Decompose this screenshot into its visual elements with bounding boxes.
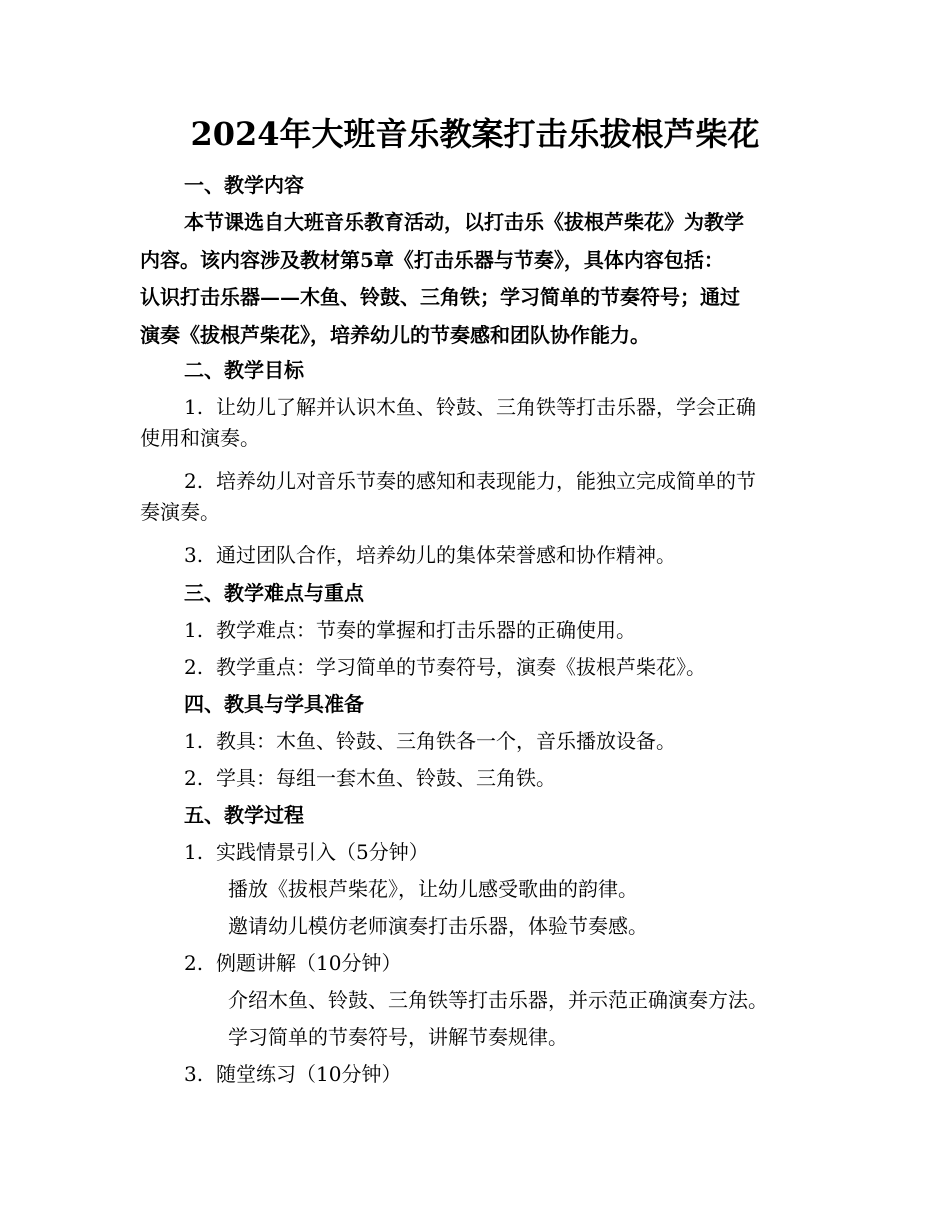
list-text: 教具：木鱼、铃鼓、三角铁各一个，音乐播放设备。 [216, 729, 676, 753]
list-number: 1. [184, 840, 204, 864]
list-item [184, 616, 636, 644]
list-item-continuation: 使用和演奏。 [140, 426, 260, 450]
list-item [184, 764, 556, 792]
paragraph-line: 内容。该内容涉及教材第5章《打击乐器与节奏》，具体内容包括： [140, 247, 724, 272]
list-number: 1. [184, 618, 204, 642]
section-heading-goals: 二、教学目标 [184, 358, 304, 382]
list-text: 教学难点：节奏的掌握和打击乐器的正确使用。 [216, 618, 636, 642]
sub-item: 邀请幼儿模仿老师演奏打击乐器，体验节奏感。 [228, 914, 648, 938]
list-text: 让幼儿了解并认识木鱼、铃鼓、三角铁等打击乐器，学会正确 [216, 395, 756, 419]
sub-item: 介绍木鱼、铃鼓、三角铁等打击乐器，并示范正确演奏方法。 [228, 988, 768, 1012]
list-number: 2. [184, 951, 204, 975]
document-title: 2024年大班音乐教案打击乐拔根芦柴花 [190, 115, 760, 153]
list-number: 1. [184, 729, 204, 753]
list-item [184, 393, 756, 421]
list-number: 1. [184, 395, 204, 419]
section-heading-content: 一、教学内容 [184, 173, 304, 197]
list-item [184, 727, 676, 755]
section-content-paragraph [140, 204, 820, 354]
list-text: 实践情景引入（5分钟） [216, 840, 429, 864]
paragraph-line: 本节课选自大班音乐教育活动，以打击乐《拔根芦柴花》为教学 [184, 210, 744, 234]
section-heading-process: 五、教学过程 [184, 803, 304, 827]
sub-item: 播放《拔根芦柴花》，让幼儿感受歌曲的韵律。 [228, 877, 638, 901]
paragraph-line: 认识打击乐器——木鱼、铃鼓、三角铁；学习简单的节奏符号；通过 [140, 285, 740, 309]
sub-item: 学习简单的节奏符号，讲解节奏规律。 [228, 1025, 568, 1049]
list-text: 通过团队合作，培养幼儿的集体荣誉感和协作精神。 [216, 543, 676, 567]
section-heading-materials: 四、教具与学具准备 [184, 692, 364, 716]
list-item [184, 1060, 401, 1088]
list-text: 学具：每组一套木鱼、铃鼓、三角铁。 [216, 766, 556, 790]
list-text: 培养幼儿对音乐节奏的感知和表现能力，能独立完成简单的节 [216, 469, 756, 493]
list-item-continuation: 奏演奏。 [140, 500, 220, 524]
list-number: 3. [184, 543, 204, 567]
list-item [184, 653, 706, 681]
section-heading-difficulties: 三、教学难点与重点 [184, 581, 364, 605]
paragraph-line: 演奏《拔根芦柴花》，培养幼儿的节奏感和团队协作能力。 [140, 322, 650, 347]
list-number: 2. [184, 766, 204, 790]
list-number: 2. [184, 469, 204, 493]
list-item [184, 467, 756, 495]
list-number: 2. [184, 655, 204, 679]
list-item [184, 541, 676, 569]
list-item [184, 838, 429, 866]
list-item [184, 949, 401, 977]
list-text: 教学重点：学习简单的节奏符号，演奏《拔根芦柴花》。 [216, 655, 706, 679]
list-text: 随堂练习（10分钟） [216, 1062, 402, 1086]
list-text: 例题讲解（10分钟） [216, 951, 402, 975]
list-number: 3. [184, 1062, 204, 1086]
